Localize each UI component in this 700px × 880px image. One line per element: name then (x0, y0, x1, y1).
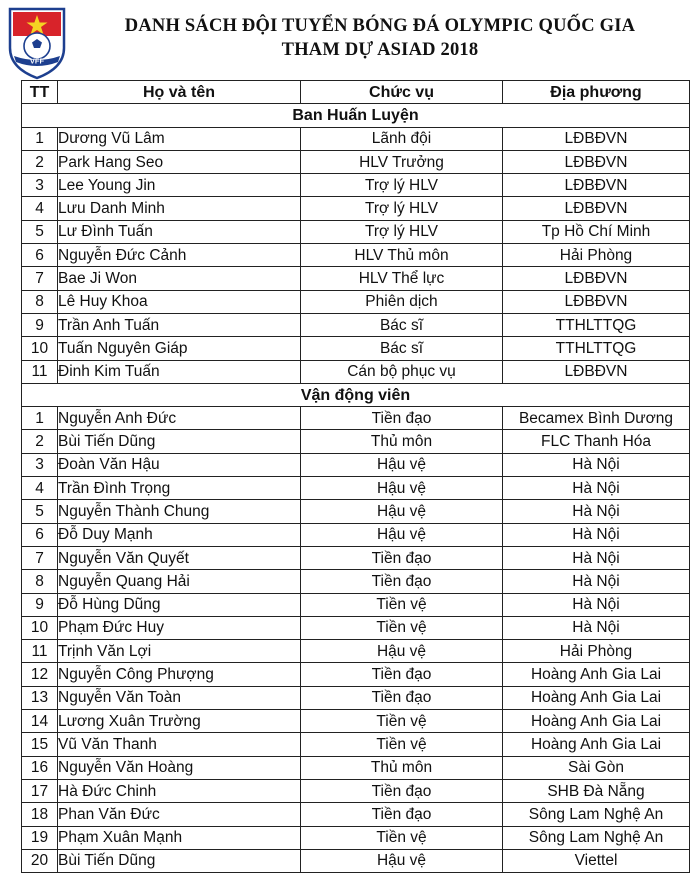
cell-tt: 2 (22, 150, 58, 173)
cell-location: SHB Đà Nẵng (503, 779, 690, 802)
table-row (22, 826, 690, 849)
cell-role: Tiền đạo (301, 663, 503, 686)
cell-location: Becamex Bình Dương (503, 407, 690, 430)
cell-location: Hà Nội (503, 500, 690, 523)
cell-tt: 11 (22, 640, 58, 663)
cell-name: Nguyễn Quang Hải (58, 570, 301, 593)
header-tt: TT (22, 81, 58, 104)
cell-tt: 4 (22, 477, 58, 500)
cell-tt: 15 (22, 733, 58, 756)
cell-location: Hà Nội (503, 570, 690, 593)
cell-name: Đoàn Văn Hậu (58, 453, 301, 476)
cell-name: Dương Vũ Lâm (58, 127, 301, 150)
cell-location: Sông Lam Nghệ An (503, 826, 690, 849)
section-row (22, 104, 690, 127)
table-row (22, 127, 690, 150)
cell-tt: 10 (22, 616, 58, 639)
table-row (22, 803, 690, 826)
table-row (22, 593, 690, 616)
cell-tt: 3 (22, 453, 58, 476)
cell-role: Trợ lý HLV (301, 174, 503, 197)
cell-role: Hậu vệ (301, 849, 503, 872)
cell-name: Đỗ Duy Mạnh (58, 523, 301, 546)
cell-role: Trợ lý HLV (301, 197, 503, 220)
cell-name: Nguyễn Văn Hoàng (58, 756, 301, 779)
table-row (22, 313, 690, 336)
cell-name: Lê Huy Khoa (58, 290, 301, 313)
cell-role: Tiền vệ (301, 616, 503, 639)
cell-role: HLV Trưởng (301, 150, 503, 173)
cell-location: TTHLTTQG (503, 313, 690, 336)
table-row (22, 710, 690, 733)
roster-table (21, 80, 690, 873)
cell-name: Lưu Danh Minh (58, 197, 301, 220)
header-name: Họ và tên (58, 81, 301, 104)
cell-tt: 9 (22, 313, 58, 336)
cell-tt: 7 (22, 267, 58, 290)
cell-location: Hà Nội (503, 453, 690, 476)
cell-name: Nguyễn Công Phượng (58, 663, 301, 686)
cell-role: Trợ lý HLV (301, 220, 503, 243)
cell-role: Hậu vệ (301, 477, 503, 500)
cell-role: Thủ môn (301, 756, 503, 779)
cell-location: LĐBĐVN (503, 267, 690, 290)
table-row (22, 150, 690, 173)
cell-location: LĐBĐVN (503, 127, 690, 150)
cell-name: Lee Young Jin (58, 174, 301, 197)
vff-logo (6, 6, 68, 80)
cell-tt: 8 (22, 290, 58, 313)
table-header-row (22, 81, 690, 104)
table-row (22, 663, 690, 686)
table-row (22, 430, 690, 453)
cell-role: Cán bộ phục vụ (301, 360, 503, 383)
cell-tt: 8 (22, 570, 58, 593)
cell-tt: 9 (22, 593, 58, 616)
section-row (22, 383, 690, 406)
title-line-2: THAM DỰ ASIAD 2018 (281, 40, 479, 60)
table-row (22, 197, 690, 220)
cell-name: Đinh Kim Tuấn (58, 360, 301, 383)
table-row (22, 523, 690, 546)
cell-role: HLV Thể lực (301, 267, 503, 290)
cell-location: Tp Hồ Chí Minh (503, 220, 690, 243)
cell-name: Park Hang Seo (58, 150, 301, 173)
cell-name: Nguyễn Đức Cảnh (58, 244, 301, 267)
cell-name: Phạm Xuân Mạnh (58, 826, 301, 849)
cell-name: Nguyễn Văn Toàn (58, 686, 301, 709)
cell-location: Hà Nội (503, 477, 690, 500)
cell-name: Trịnh Văn Lợi (58, 640, 301, 663)
cell-location: Hoàng Anh Gia Lai (503, 733, 690, 756)
cell-tt: 2 (22, 430, 58, 453)
table-row (22, 244, 690, 267)
cell-tt: 20 (22, 849, 58, 872)
cell-tt: 16 (22, 756, 58, 779)
cell-role: Tiền đạo (301, 803, 503, 826)
logo-text: VFF (29, 56, 45, 66)
cell-name: Bùi Tiến Dũng (58, 849, 301, 872)
table-row (22, 570, 690, 593)
cell-role: Hậu vệ (301, 523, 503, 546)
cell-tt: 4 (22, 197, 58, 220)
cell-name: Hà Đức Chinh (58, 779, 301, 802)
cell-role: Tiền đạo (301, 546, 503, 569)
cell-tt: 1 (22, 127, 58, 150)
table-row (22, 407, 690, 430)
cell-role: Hậu vệ (301, 640, 503, 663)
table-row (22, 616, 690, 639)
cell-role: Tiền vệ (301, 710, 503, 733)
cell-name: Trần Anh Tuấn (58, 313, 301, 336)
cell-role: Tiền đạo (301, 779, 503, 802)
cell-role: Thủ môn (301, 430, 503, 453)
cell-location: LĐBĐVN (503, 174, 690, 197)
header-role: Chức vụ (301, 81, 503, 104)
cell-location: Hải Phòng (503, 640, 690, 663)
cell-name: Trần Đình Trọng (58, 477, 301, 500)
cell-location: TTHLTTQG (503, 337, 690, 360)
section-title: Ban Huấn Luyện (22, 104, 690, 127)
table-row (22, 360, 690, 383)
cell-name: Nguyễn Thành Chung (58, 500, 301, 523)
cell-role: Tiền đạo (301, 686, 503, 709)
cell-location: Hà Nội (503, 616, 690, 639)
cell-location: Hà Nội (503, 523, 690, 546)
table-row (22, 220, 690, 243)
table-row (22, 849, 690, 872)
cell-role: Tiền vệ (301, 826, 503, 849)
table-row (22, 174, 690, 197)
cell-location: Hà Nội (503, 593, 690, 616)
cell-location: FLC Thanh Hóa (503, 430, 690, 453)
cell-role: Tiền đạo (301, 570, 503, 593)
cell-role: Lãnh đội (301, 127, 503, 150)
cell-role: Bác sĩ (301, 337, 503, 360)
table-row (22, 546, 690, 569)
cell-location: Sông Lam Nghệ An (503, 803, 690, 826)
cell-name: Lương Xuân Trường (58, 710, 301, 733)
cell-location: Sài Gòn (503, 756, 690, 779)
cell-name: Tuấn Nguyên Giáp (58, 337, 301, 360)
roster-body (22, 104, 690, 873)
cell-location: Hoàng Anh Gia Lai (503, 710, 690, 733)
cell-tt: 6 (22, 523, 58, 546)
header-location: Địa phương (503, 81, 690, 104)
cell-name: Nguyễn Văn Quyết (58, 546, 301, 569)
cell-tt: 5 (22, 220, 58, 243)
table-row (22, 267, 690, 290)
cell-name: Bùi Tiến Dũng (58, 430, 301, 453)
cell-location: Hải Phòng (503, 244, 690, 267)
cell-location: LĐBĐVN (503, 150, 690, 173)
cell-role: Bác sĩ (301, 313, 503, 336)
cell-role: Tiền đạo (301, 407, 503, 430)
cell-tt: 14 (22, 710, 58, 733)
cell-role: Tiền vệ (301, 593, 503, 616)
cell-location: Hoàng Anh Gia Lai (503, 663, 690, 686)
title-line-1: DANH SÁCH ĐỘI TUYỂN BÓNG ĐÁ OLYMPIC QUỐC GIA (124, 16, 636, 36)
cell-tt: 19 (22, 826, 58, 849)
cell-tt: 13 (22, 686, 58, 709)
cell-location: LĐBĐVN (503, 360, 690, 383)
vff-shield-icon (6, 6, 68, 80)
document-title (70, 14, 690, 62)
table-row (22, 337, 690, 360)
cell-tt: 7 (22, 546, 58, 569)
cell-tt: 17 (22, 779, 58, 802)
cell-role: Tiền vệ (301, 733, 503, 756)
cell-tt: 12 (22, 663, 58, 686)
table-row (22, 779, 690, 802)
cell-location: Viettel (503, 849, 690, 872)
table-row (22, 733, 690, 756)
cell-role: Hậu vệ (301, 453, 503, 476)
cell-name: Phạm Đức Huy (58, 616, 301, 639)
cell-location: LĐBĐVN (503, 290, 690, 313)
cell-tt: 1 (22, 407, 58, 430)
table-row (22, 686, 690, 709)
table-row (22, 453, 690, 476)
cell-location: LĐBĐVN (503, 197, 690, 220)
cell-location: Hoàng Anh Gia Lai (503, 686, 690, 709)
table-row (22, 290, 690, 313)
table-row (22, 500, 690, 523)
table-row (22, 640, 690, 663)
cell-name: Đỗ Hùng Dũng (58, 593, 301, 616)
cell-tt: 3 (22, 174, 58, 197)
cell-name: Vũ Văn Thanh (58, 733, 301, 756)
cell-location: Hà Nội (503, 546, 690, 569)
cell-name: Phan Văn Đức (58, 803, 301, 826)
cell-name: Lư Đình Tuấn (58, 220, 301, 243)
cell-name: Nguyễn Anh Đức (58, 407, 301, 430)
cell-name: Bae Ji Won (58, 267, 301, 290)
cell-tt: 10 (22, 337, 58, 360)
table-row (22, 477, 690, 500)
section-title: Vận động viên (22, 383, 690, 406)
cell-tt: 6 (22, 244, 58, 267)
cell-role: Hậu vệ (301, 500, 503, 523)
cell-tt: 11 (22, 360, 58, 383)
cell-role: Phiên dịch (301, 290, 503, 313)
cell-tt: 18 (22, 803, 58, 826)
cell-role: HLV Thủ môn (301, 244, 503, 267)
table-row (22, 756, 690, 779)
cell-tt: 5 (22, 500, 58, 523)
